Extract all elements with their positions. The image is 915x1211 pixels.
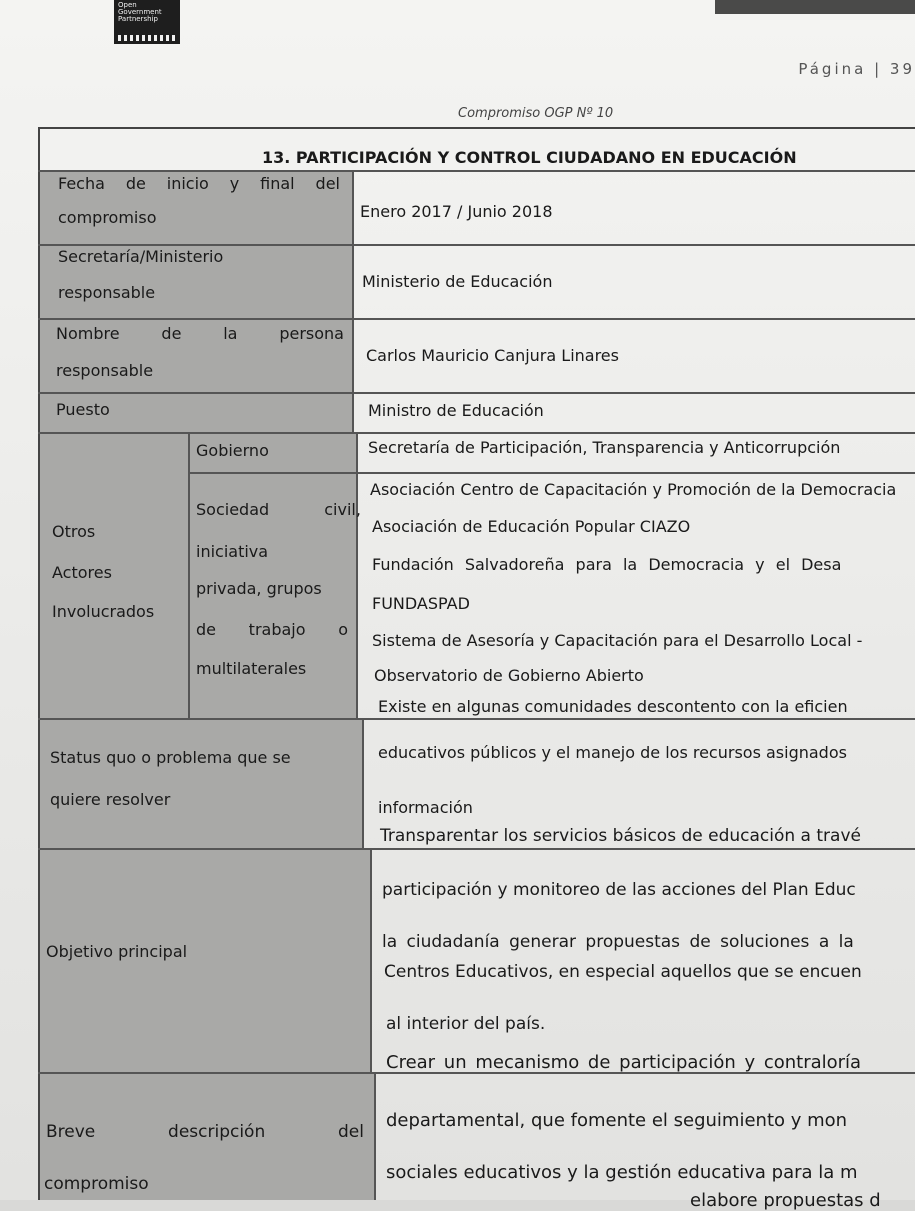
rule: [38, 170, 915, 172]
rule: [356, 432, 358, 718]
description-value-line-1: Crear un mecanismo de participación y contraloría: [386, 1052, 862, 1073]
label-word: del: [338, 1122, 364, 1142]
civil-label-line-1: Sociedad civil,: [196, 500, 361, 519]
objective-value-line-1: Transparentar los servicios básicos de educación a travé: [380, 826, 861, 846]
label-word: o: [338, 620, 348, 639]
actors-label-line-2: Actores: [52, 563, 112, 582]
dates-label-line-2: compromiso: [58, 208, 157, 227]
label-word: de: [125, 174, 146, 193]
actors-label-line-3: Involucrados: [52, 602, 155, 621]
civil-label-line-4: [196, 620, 348, 639]
rule: [38, 244, 915, 246]
objective-value-line-3: la ciudadanía generar propuestas de soluciones a la: [382, 932, 854, 952]
rule: [188, 472, 915, 474]
description-value-line-3: sociales educativos y la gestión educativa para la m: [386, 1162, 858, 1183]
status-value-line-2: educativos públicos y el manejo de los recursos asignados: [378, 743, 847, 762]
label-word: descripción: [168, 1122, 266, 1142]
label-word: inicio: [166, 174, 209, 193]
rule: [374, 1072, 376, 1200]
logo-bars-icon: [118, 35, 176, 41]
person-value: Carlos Mauricio Canjura Linares: [366, 346, 619, 365]
objective-value-line-5: al interior del país.: [386, 1014, 546, 1034]
civil-label-line-2: iniciativa: [196, 542, 269, 561]
civil-actor-1: Asociación Centro de Capacitación y Promoción de la Democracia: [370, 480, 897, 499]
civil-actor-3: Fundación Salvadoreña para la Democracia y el Desa: [372, 555, 842, 574]
civil-actor-6: Observatorio de Gobierno Abierto: [374, 666, 644, 685]
status-label-line-2: quiere resolver: [50, 790, 171, 809]
label-word: persona: [279, 324, 344, 343]
civil-label-line-3: privada, grupos: [196, 579, 322, 598]
rule: [38, 392, 915, 394]
objective-label: Objetivo principal: [46, 942, 188, 961]
rule: [38, 318, 915, 320]
actors-label-line-1: Otros: [52, 522, 96, 541]
dates-label-line-1: [58, 174, 340, 193]
label-word: trabajo: [248, 620, 306, 639]
label-word: Fecha: [58, 174, 105, 193]
civil-label-line-5: multilaterales: [196, 659, 307, 678]
label-word: Breve: [46, 1122, 96, 1142]
description-label-line-1: [46, 1122, 364, 1142]
label-word: del: [315, 174, 340, 193]
status-value-line-1: Existe en algunas comunidades descontento con la eficien: [378, 697, 848, 716]
logo-line-3: Partnership: [118, 15, 158, 23]
ogp-logo: [114, 0, 180, 44]
label-word: y: [229, 174, 240, 193]
label-word: Nombre: [56, 324, 120, 343]
ministry-label-line-2: responsable: [58, 283, 156, 302]
label-word: la: [223, 324, 238, 343]
rule: [38, 848, 915, 850]
objective-value-line-2: participación y monitoreo de las acciones del Plan Educ: [382, 880, 856, 900]
ministry-value: Ministerio de Educación: [362, 272, 553, 291]
ministry-label-line-1: Secretaría/Ministerio: [58, 247, 224, 266]
rule: [188, 432, 190, 718]
gobierno-value: Secretaría de Participación, Transparencia y Anticorrupción: [368, 438, 841, 457]
civil-actor-5: Sistema de Asesoría y Capacitación para el Desarrollo Local -: [372, 631, 863, 650]
page-number: Página | 39: [798, 60, 915, 78]
gobierno-label: Gobierno: [196, 441, 269, 460]
commitment-caption: Compromiso OGP Nº 10: [458, 106, 614, 121]
civil-actor-4: FUNDASPAD: [372, 594, 470, 613]
post-label: Puesto: [56, 400, 110, 419]
status-value-line-3: información: [378, 798, 473, 817]
post-value: Ministro de Educación: [368, 401, 544, 420]
rule: [370, 848, 372, 1072]
description-value-line-4: elabore propuestas d: [690, 1190, 881, 1211]
description-label-line-2: compromiso: [44, 1174, 149, 1194]
rule: [352, 170, 354, 432]
page-edge-shadow: [715, 0, 915, 14]
civil-actor-2: Asociación de Educación Popular CIAZO: [372, 517, 691, 536]
person-label-line-1: [56, 324, 344, 343]
logo-line-2: Government: [118, 8, 162, 16]
person-label-line-2: responsable: [56, 361, 154, 380]
rule: [362, 718, 364, 848]
dates-value: Enero 2017 / Junio 2018: [360, 202, 553, 221]
status-label-line-1: Status quo o problema que se: [50, 748, 291, 767]
logo-line-1: Open: [118, 1, 137, 9]
label-word: final: [260, 174, 295, 193]
table-title: 13. PARTICIPACIÓN Y CONTROL CIUDADANO EN EDUCACIÓN: [262, 148, 797, 167]
description-value-line-2: departamental, que fomente el seguimiento y mon: [386, 1110, 848, 1131]
rule: [38, 432, 915, 434]
label-word: de: [161, 324, 182, 343]
objective-value-line-4: Centros Educativos, en especial aquellos que se encuen: [384, 962, 862, 982]
label-word: de: [196, 620, 216, 639]
rule: [38, 718, 915, 720]
